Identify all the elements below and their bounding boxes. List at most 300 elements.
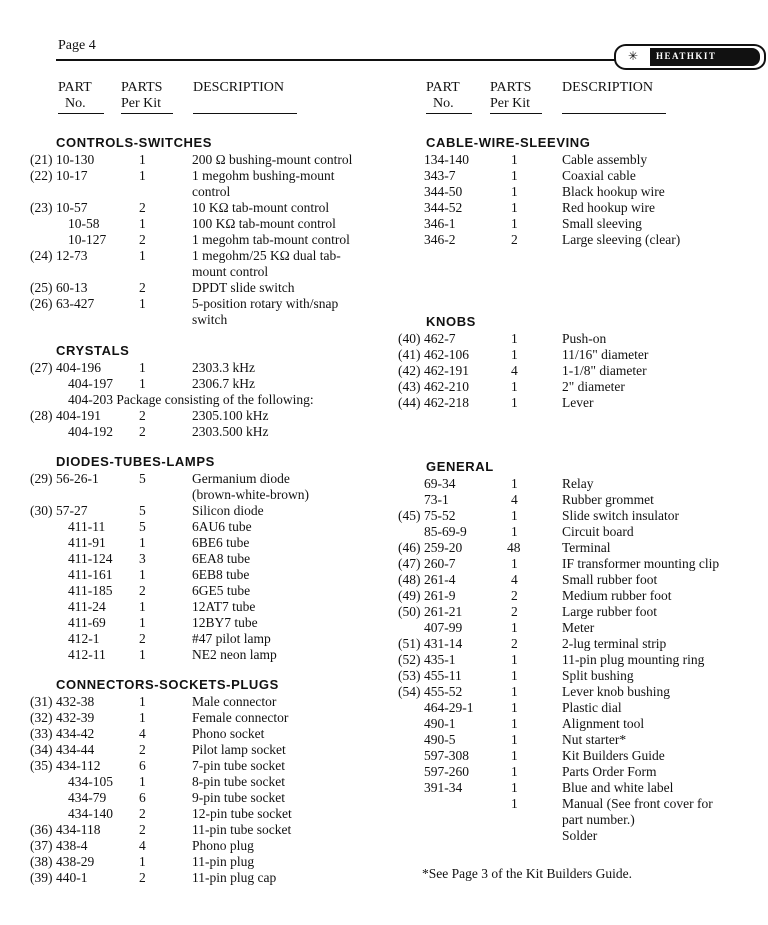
description: 2306.7 kHz <box>192 376 255 391</box>
part-number: 411-69 <box>68 615 106 630</box>
description: Kit Builders Guide <box>562 748 665 763</box>
description: Blue and white label <box>562 780 674 795</box>
reference-number: (33) <box>30 726 53 741</box>
part-number: 434-118 <box>56 822 101 837</box>
reference-number: (37) <box>30 838 53 853</box>
parts-list-row <box>0 604 768 620</box>
parts-list-row <box>0 232 768 248</box>
description: Lever knob bushing <box>562 684 670 699</box>
part-number: 434-140 <box>68 806 113 821</box>
underline <box>490 113 542 114</box>
parts-list-row <box>0 200 768 216</box>
reference-number: (47) <box>398 556 421 571</box>
parts-list-row <box>0 764 768 780</box>
col-header-description: DESCRIPTION <box>193 80 285 95</box>
parts-list-row <box>0 248 768 279</box>
logo-star-icon: ✳ <box>628 49 639 63</box>
reference-number: (45) <box>398 508 421 523</box>
reference-number: (39) <box>30 870 53 885</box>
header-rule <box>56 59 618 61</box>
description: 12AT7 tube <box>192 599 256 614</box>
description: Relay <box>562 476 594 491</box>
part-number: 434-42 <box>56 726 95 741</box>
quantity: 2 <box>139 870 146 885</box>
quantity: 1 <box>511 524 518 539</box>
underline <box>58 113 104 114</box>
reference-number: (35) <box>30 758 53 773</box>
col-header-per-kit: Per Kit <box>121 96 162 111</box>
section-heading: CABLE-WIRE-SLEEVING <box>426 135 591 150</box>
parts-list-row <box>0 636 768 652</box>
quantity: 1 <box>511 668 518 683</box>
quantity: 1 <box>139 216 146 231</box>
quantity: 2 <box>139 742 146 757</box>
part-number: 10-130 <box>56 152 95 167</box>
description: Phono plug <box>192 838 254 853</box>
part-number: 455-11 <box>424 668 462 683</box>
description: Small sleeving <box>562 216 642 231</box>
reference-number: (40) <box>398 331 421 346</box>
part-number: 411-11 <box>68 519 106 534</box>
part-number: 85-69-9 <box>424 524 467 539</box>
quantity: 1 <box>139 774 146 789</box>
quantity: 2 <box>139 408 146 423</box>
part-number: 462-191 <box>424 363 469 378</box>
quantity: 5 <box>139 471 146 486</box>
reference-number: (44) <box>398 395 421 410</box>
description: 9-pin tube socket <box>192 790 285 805</box>
col-header-part: PART <box>426 80 460 95</box>
part-number: 434-105 <box>68 774 113 789</box>
part-number: 404-191 <box>56 408 101 423</box>
quantity: 1 <box>511 716 518 731</box>
part-number: 438-4 <box>56 838 88 853</box>
part-number: 344-52 <box>424 200 463 215</box>
parts-list-row <box>0 379 768 395</box>
description: Plastic dial <box>562 700 622 715</box>
parts-list-row <box>0 828 768 844</box>
part-number: 597-308 <box>424 748 469 763</box>
description: 8-pin tube socket <box>192 774 285 789</box>
part-number: 404-192 <box>68 424 113 439</box>
description: Pilot lamp socket <box>192 742 286 757</box>
parts-list-row <box>0 854 768 870</box>
parts-list-row <box>0 620 768 636</box>
parts-list-row <box>0 684 768 700</box>
reference-number: (27) <box>30 360 53 375</box>
part-number: 411-185 <box>68 583 113 598</box>
description: 10 KΩ tab-mount control <box>192 200 330 215</box>
quantity: 6 <box>139 790 146 805</box>
part-number: 434-112 <box>56 758 101 773</box>
part-number: 434-44 <box>56 742 95 757</box>
part-number: 260-7 <box>424 556 456 571</box>
description: 12BY7 tube <box>192 615 258 630</box>
page-number: Page 4 <box>58 38 96 53</box>
quantity: 1 <box>511 556 518 571</box>
part-number: 440-1 <box>56 870 88 885</box>
quantity: 1 <box>139 615 146 630</box>
reference-number: (21) <box>30 152 53 167</box>
quantity: 1 <box>511 216 518 231</box>
part-number: 63-427 <box>56 296 95 311</box>
part-number: 490-1 <box>424 716 456 731</box>
parts-list-row <box>0 716 768 732</box>
description: Silicon diode <box>192 503 264 518</box>
reference-number: (34) <box>30 742 53 757</box>
quantity: 6 <box>139 758 146 773</box>
part-number: 10-58 <box>68 216 100 231</box>
quantity: 2 <box>511 604 518 619</box>
part-number: 73-1 <box>424 492 449 507</box>
quantity: 3 <box>139 551 146 566</box>
part-number: 411-161 <box>68 567 113 582</box>
section-heading: CONTROLS-SWITCHES <box>56 135 213 150</box>
quantity: 1 <box>511 780 518 795</box>
part-number: 346-1 <box>424 216 456 231</box>
parts-list-row <box>0 540 768 556</box>
description: Nut starter* <box>562 732 627 747</box>
part-number: 464-29-1 <box>424 700 474 715</box>
reference-number: (31) <box>30 694 53 709</box>
quantity: 1 <box>139 567 146 582</box>
quantity: 1 <box>511 331 518 346</box>
quantity: 1 <box>139 376 146 391</box>
col-header-description: DESCRIPTION <box>562 80 654 95</box>
description: Coaxial cable <box>562 168 636 183</box>
reference-number: (46) <box>398 540 421 555</box>
quantity: 1 <box>511 732 518 747</box>
description: Medium rubber foot <box>562 588 672 603</box>
reference-number: (29) <box>30 471 53 486</box>
part-number: 412-11 <box>68 647 106 662</box>
description: mount control <box>192 264 269 279</box>
reference-number: (38) <box>30 854 53 869</box>
part-number: 462-210 <box>424 379 469 394</box>
description: Split bushing <box>562 668 634 683</box>
description: switch <box>192 312 228 327</box>
underline <box>193 113 297 114</box>
parts-list-row <box>0 668 768 684</box>
parts-list-row <box>0 168 768 184</box>
quantity: 4 <box>511 492 518 507</box>
section-heading: CRYSTALS <box>56 343 130 358</box>
description: Lever <box>562 395 594 410</box>
part-number: 261-21 <box>424 604 463 619</box>
parts-list-row <box>0 152 768 168</box>
description: 2305.100 kHz <box>192 408 269 423</box>
quantity: 1 <box>139 168 146 183</box>
part-number: 462-7 <box>424 331 456 346</box>
quantity: 2 <box>511 588 518 603</box>
quantity: 1 <box>511 764 518 779</box>
part-number: 391-34 <box>424 780 463 795</box>
description: Cable assembly <box>562 152 648 167</box>
col-header-parts: PARTS <box>121 80 163 95</box>
description: 5-position rotary with/snap <box>192 296 339 311</box>
description: #47 pilot lamp <box>192 631 271 646</box>
quantity: 2 <box>511 232 518 247</box>
parts-list-row <box>0 588 768 604</box>
parts-list-row <box>0 572 768 588</box>
description: 11-pin tube socket <box>192 822 292 837</box>
quantity: 1 <box>511 748 518 763</box>
quantity: 1 <box>139 854 146 869</box>
parts-list-row <box>0 476 768 492</box>
part-number: 411-24 <box>68 599 106 614</box>
underline <box>426 113 472 114</box>
description: Push-on <box>562 331 607 346</box>
parts-list-row <box>0 331 768 347</box>
reference-number: (28) <box>30 408 53 423</box>
quantity: 1 <box>511 796 518 811</box>
description: 12-pin tube socket <box>192 806 292 821</box>
part-number: 404-203 Package consisting of the following: <box>68 392 314 407</box>
description: 1-1/8" diameter <box>562 363 647 378</box>
quantity: 1 <box>511 652 518 667</box>
parts-list-row <box>0 508 768 524</box>
underline <box>121 113 173 114</box>
footnote: *See Page 3 of the Kit Builders Guide. <box>422 866 632 881</box>
heathkit-logo <box>614 44 766 70</box>
underline <box>562 113 666 114</box>
description: part number.) <box>562 812 635 827</box>
reference-number: (42) <box>398 363 421 378</box>
quantity: 1 <box>139 248 146 263</box>
quantity: 1 <box>511 152 518 167</box>
part-number: 69-34 <box>424 476 456 491</box>
part-number: 10-57 <box>56 200 88 215</box>
reference-number: (24) <box>30 248 53 263</box>
description: 6AU6 tube <box>192 519 252 534</box>
part-number: 343-7 <box>424 168 456 183</box>
description: 7-pin tube socket <box>192 758 285 773</box>
part-number: 261-4 <box>424 572 456 587</box>
description: IF transformer mounting clip <box>562 556 720 571</box>
description: 6GE5 tube <box>192 583 251 598</box>
parts-list-row <box>0 280 768 296</box>
description: 1 megohm bushing-mount <box>192 168 335 183</box>
reference-number: (49) <box>398 588 421 603</box>
quantity: 1 <box>511 395 518 410</box>
quantity: 1 <box>511 379 518 394</box>
reference-number: (43) <box>398 379 421 394</box>
section-heading: KNOBS <box>426 314 476 329</box>
reference-number: (51) <box>398 636 421 651</box>
quantity: 1 <box>139 694 146 709</box>
part-number: 407-99 <box>424 620 463 635</box>
part-number: 411-124 <box>68 551 113 566</box>
description: 11/16" diameter <box>562 347 649 362</box>
description: 11-pin plug mounting ring <box>562 652 705 667</box>
parts-list-row <box>0 748 768 764</box>
part-number: 411-91 <box>68 535 106 550</box>
quantity: 2 <box>139 424 146 439</box>
part-number: 438-29 <box>56 854 95 869</box>
reference-number: (30) <box>30 503 53 518</box>
description: 200 Ω bushing-mount control <box>192 152 353 167</box>
parts-list-row <box>0 870 768 886</box>
parts-list-row <box>0 216 768 232</box>
quantity: 1 <box>511 700 518 715</box>
part-number: 259-20 <box>424 540 463 555</box>
parts-list-row <box>0 424 768 440</box>
part-number: 462-218 <box>424 395 469 410</box>
description: 1 megohm/25 KΩ dual tab- <box>192 248 341 263</box>
part-number: 10-127 <box>68 232 107 247</box>
reference-number: (23) <box>30 200 53 215</box>
description: Red hookup wire <box>562 200 655 215</box>
description: Large rubber foot <box>562 604 657 619</box>
quantity: 1 <box>139 710 146 725</box>
part-number: 12-73 <box>56 248 88 263</box>
quantity: 2 <box>139 822 146 837</box>
description: Large sleeving (clear) <box>562 232 681 247</box>
reference-number: (53) <box>398 668 421 683</box>
col-header-no: No. <box>65 96 86 111</box>
description: Manual (See front cover for <box>562 796 713 811</box>
quantity: 2 <box>139 200 146 215</box>
part-number: 404-196 <box>56 360 101 375</box>
quantity: 1 <box>511 347 518 362</box>
part-number: 412-1 <box>68 631 100 646</box>
description: Meter <box>562 620 595 635</box>
description: Phono socket <box>192 726 265 741</box>
parts-list-row <box>0 363 768 379</box>
quantity: 1 <box>511 684 518 699</box>
parts-list-row <box>0 184 768 200</box>
part-number: 404-197 <box>68 376 113 391</box>
col-header-parts: PARTS <box>490 80 532 95</box>
part-number: 490-5 <box>424 732 456 747</box>
col-header-no: No. <box>433 96 454 111</box>
quantity: 5 <box>139 503 146 518</box>
quantity: 1 <box>139 296 146 311</box>
part-number: 434-79 <box>68 790 107 805</box>
part-number: 60-13 <box>56 280 88 295</box>
parts-list-row <box>0 556 768 572</box>
quantity: 1 <box>511 476 518 491</box>
quantity: 5 <box>139 519 146 534</box>
quantity: 4 <box>511 572 518 587</box>
part-number: 462-106 <box>424 347 469 362</box>
description: Germanium diode <box>192 471 290 486</box>
quantity: 1 <box>139 599 146 614</box>
part-number: 346-2 <box>424 232 456 247</box>
part-number: 344-50 <box>424 184 463 199</box>
description: Rubber grommet <box>562 492 654 507</box>
description: Alignment tool <box>562 716 645 731</box>
description: (brown-white-brown) <box>192 487 309 502</box>
description: 6EB8 tube <box>192 567 250 582</box>
quantity: 2 <box>511 636 518 651</box>
part-number: 261-9 <box>424 588 456 603</box>
reference-number: (25) <box>30 280 53 295</box>
reference-number: (48) <box>398 572 421 587</box>
description: 2303.3 kHz <box>192 360 255 375</box>
reference-number: (52) <box>398 652 421 667</box>
description: Small rubber foot <box>562 572 658 587</box>
description: 2-lug terminal strip <box>562 636 667 651</box>
quantity: 1 <box>511 620 518 635</box>
part-number: 432-38 <box>56 694 95 709</box>
quantity: 2 <box>139 806 146 821</box>
description: Slide switch insulator <box>562 508 679 523</box>
quantity: 48 <box>507 540 521 555</box>
parts-list-row <box>0 347 768 363</box>
col-header-part: PART <box>58 80 92 95</box>
reference-number: (32) <box>30 710 53 725</box>
description: Terminal <box>562 540 611 555</box>
reference-number: (54) <box>398 684 421 699</box>
reference-number: (22) <box>30 168 53 183</box>
description: 6EA8 tube <box>192 551 251 566</box>
description: 2" diameter <box>562 379 625 394</box>
part-number: 455-52 <box>424 684 463 699</box>
reference-number: (36) <box>30 822 53 837</box>
logo-text: HEATHKIT <box>650 48 760 66</box>
description: 11-pin plug <box>192 854 255 869</box>
reference-number: (26) <box>30 296 53 311</box>
quantity: 1 <box>511 168 518 183</box>
description: DPDT slide switch <box>192 280 295 295</box>
quantity: 2 <box>139 280 146 295</box>
quantity: 1 <box>511 200 518 215</box>
part-number: 57-27 <box>56 503 88 518</box>
section-heading: DIODES-TUBES-LAMPS <box>56 454 215 469</box>
part-number: 432-39 <box>56 710 95 725</box>
part-number: 134-140 <box>424 152 469 167</box>
col-header-per-kit: Per Kit <box>490 96 531 111</box>
reference-number: (50) <box>398 604 421 619</box>
parts-list-row <box>0 780 768 796</box>
description: Female connector <box>192 710 289 725</box>
quantity: 1 <box>139 360 146 375</box>
description: 1 megohm tab-mount control <box>192 232 350 247</box>
parts-list-row <box>0 524 768 540</box>
description: 11-pin plug cap <box>192 870 277 885</box>
quantity: 4 <box>139 838 146 853</box>
quantity: 2 <box>139 631 146 646</box>
description: Solder <box>562 828 598 843</box>
quantity: 2 <box>139 232 146 247</box>
reference-number: (41) <box>398 347 421 362</box>
description: 100 KΩ tab-mount control <box>192 216 336 231</box>
part-number: 56-26-1 <box>56 471 99 486</box>
quantity: 1 <box>511 508 518 523</box>
part-number: 431-14 <box>424 636 463 651</box>
description: NE2 neon lamp <box>192 647 277 662</box>
parts-list-row <box>0 395 768 411</box>
quantity: 2 <box>139 583 146 598</box>
description: Circuit board <box>562 524 634 539</box>
quantity: 1 <box>139 647 146 662</box>
description: control <box>192 184 231 199</box>
part-number: 435-1 <box>424 652 456 667</box>
quantity: 1 <box>511 184 518 199</box>
parts-list-row <box>0 492 768 508</box>
section-heading: GENERAL <box>426 459 494 474</box>
quantity: 1 <box>139 152 146 167</box>
section-heading: CONNECTORS-SOCKETS-PLUGS <box>56 677 279 692</box>
description: Male connector <box>192 694 277 709</box>
parts-list-row <box>0 732 768 748</box>
quantity: 1 <box>139 535 146 550</box>
parts-list-row <box>0 700 768 716</box>
description: Parts Order Form <box>562 764 657 779</box>
part-number: 597-260 <box>424 764 469 779</box>
quantity: 4 <box>139 726 146 741</box>
